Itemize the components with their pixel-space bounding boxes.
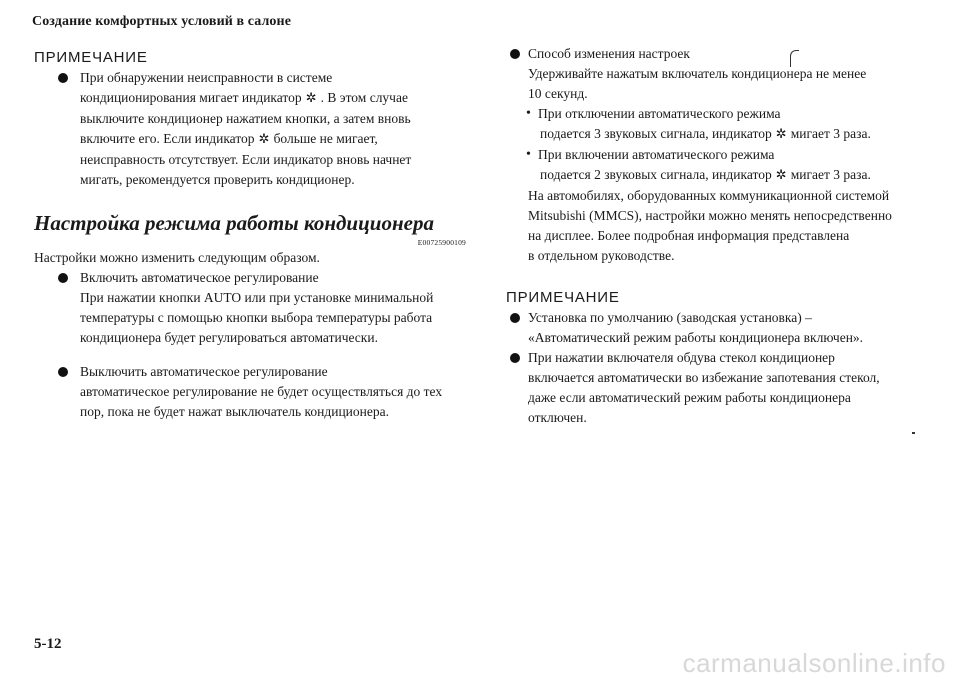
note-heading: ПРИМЕЧАНИЕ xyxy=(34,49,148,66)
bullet-icon xyxy=(510,49,520,59)
option-line: температуры с помощью кнопки выбора температуры работа xyxy=(80,310,433,325)
sub-item-enable xyxy=(506,145,926,186)
spacer xyxy=(506,266,926,288)
spacer xyxy=(34,348,474,362)
scan-mark xyxy=(790,50,799,67)
dot-icon: • xyxy=(526,106,531,121)
sub-text: подается 3 звуковых сигнала, индикатор xyxy=(540,126,772,141)
note-line: неисправность отсутствует. Если индикатор вновь начнет xyxy=(80,152,412,167)
watermark: carmanualsonline.info xyxy=(682,648,946,678)
bullet-icon xyxy=(510,353,520,363)
option-disable-auto xyxy=(34,362,474,422)
scan-speck xyxy=(912,432,915,434)
section-code: E00725900109 xyxy=(417,238,466,247)
page-number: 5-12 xyxy=(34,636,62,652)
right-column xyxy=(506,44,926,428)
note-line: При обнаружении неисправности в системе xyxy=(80,70,333,85)
note-text: . В этом случае xyxy=(320,90,408,105)
option-line: При нажатии кнопки AUTO или при установке минимальной xyxy=(80,290,434,305)
sub-line: При включении автоматического режима xyxy=(538,147,775,162)
dot-icon: • xyxy=(526,147,531,162)
note-line: включается автоматически во избежание запотевания стекол, xyxy=(528,370,880,385)
note-line: При нажатии включателя обдува стекол кондиционер xyxy=(528,350,835,365)
method-line: 10 секунд. xyxy=(528,86,588,101)
bullet-icon xyxy=(58,367,68,377)
note-line xyxy=(80,88,474,109)
mmcs-line: Mitsubishi (MMCS), настройки можно менять непосредственно xyxy=(528,208,892,223)
note-text: кондиционирования мигает индикатор xyxy=(80,90,302,105)
ac-indicator-icon: ✲ xyxy=(305,91,317,106)
sub-item-disable xyxy=(506,104,926,145)
mmcs-paragraph xyxy=(506,186,926,266)
note-text: включите его. Если индикатор xyxy=(80,131,255,146)
page-header: Создание комфортных условий в салоне xyxy=(32,14,292,29)
sub-line xyxy=(538,124,926,145)
mmcs-line: в отдельном руководстве. xyxy=(528,248,675,263)
note-item xyxy=(34,68,474,190)
note-heading: ПРИМЕЧАНИЕ xyxy=(506,289,620,306)
note-line: отключен. xyxy=(528,410,587,425)
mmcs-line: на дисплее. Более подробная информация представлена xyxy=(528,228,850,243)
bullet-icon xyxy=(58,73,68,83)
sub-text: мигает 3 раза. xyxy=(790,126,871,141)
sub-text: подается 2 звуковых сигнала, индикатор xyxy=(540,167,772,182)
option-line: автоматическое регулирование не будет осуществляться до тех xyxy=(80,384,443,399)
method-title: Способ изменения настроек xyxy=(528,46,690,61)
note-line: «Автоматический режим работы кондиционера включен». xyxy=(528,330,864,345)
option-line: кондиционера будет регулироваться автоматически. xyxy=(80,330,378,345)
intro-text: Настройки можно изменить следующим образом. xyxy=(34,250,320,265)
ac-indicator-icon: ✲ xyxy=(775,127,787,142)
sub-text: мигает 3 раза. xyxy=(790,167,871,182)
note-line: даже если автоматический режим работы кондиционера xyxy=(528,390,851,405)
note-item-defog xyxy=(506,348,926,428)
section-title: Настройка режима работы кондиционера xyxy=(34,211,434,235)
ac-indicator-icon: ✲ xyxy=(775,168,787,183)
method-line xyxy=(528,64,926,84)
bullet-icon xyxy=(58,273,68,283)
note-line: выключите кондиционер нажатием кнопки, а затем вновь xyxy=(80,111,411,126)
left-column xyxy=(34,48,474,422)
option-enable-auto xyxy=(34,268,474,348)
note-line: Установка по умолчанию (заводская установка) – xyxy=(528,310,812,325)
method-item xyxy=(506,44,926,104)
note-line: мигать, рекомендуется проверить кондиционер. xyxy=(80,172,355,187)
option-title: Включить автоматическое регулирование xyxy=(80,270,319,285)
option-title: Выключить автоматическое регулирование xyxy=(80,364,328,379)
bullet-icon xyxy=(510,313,520,323)
ac-indicator-icon: ✲ xyxy=(258,132,270,147)
option-line: пор, пока не будет нажат выключатель кондиционера. xyxy=(80,404,389,419)
note-line xyxy=(80,129,474,150)
note-item-default xyxy=(506,308,926,348)
mmcs-line: На автомобилях, оборудованных коммуникационной системой xyxy=(528,188,890,203)
method-text: Удерживайте нажатым включатель кондиционера не менее xyxy=(528,66,867,81)
sub-line: При отключении автоматического режима xyxy=(538,106,781,121)
note-text: больше не мигает, xyxy=(273,131,378,146)
sub-line xyxy=(538,165,926,186)
